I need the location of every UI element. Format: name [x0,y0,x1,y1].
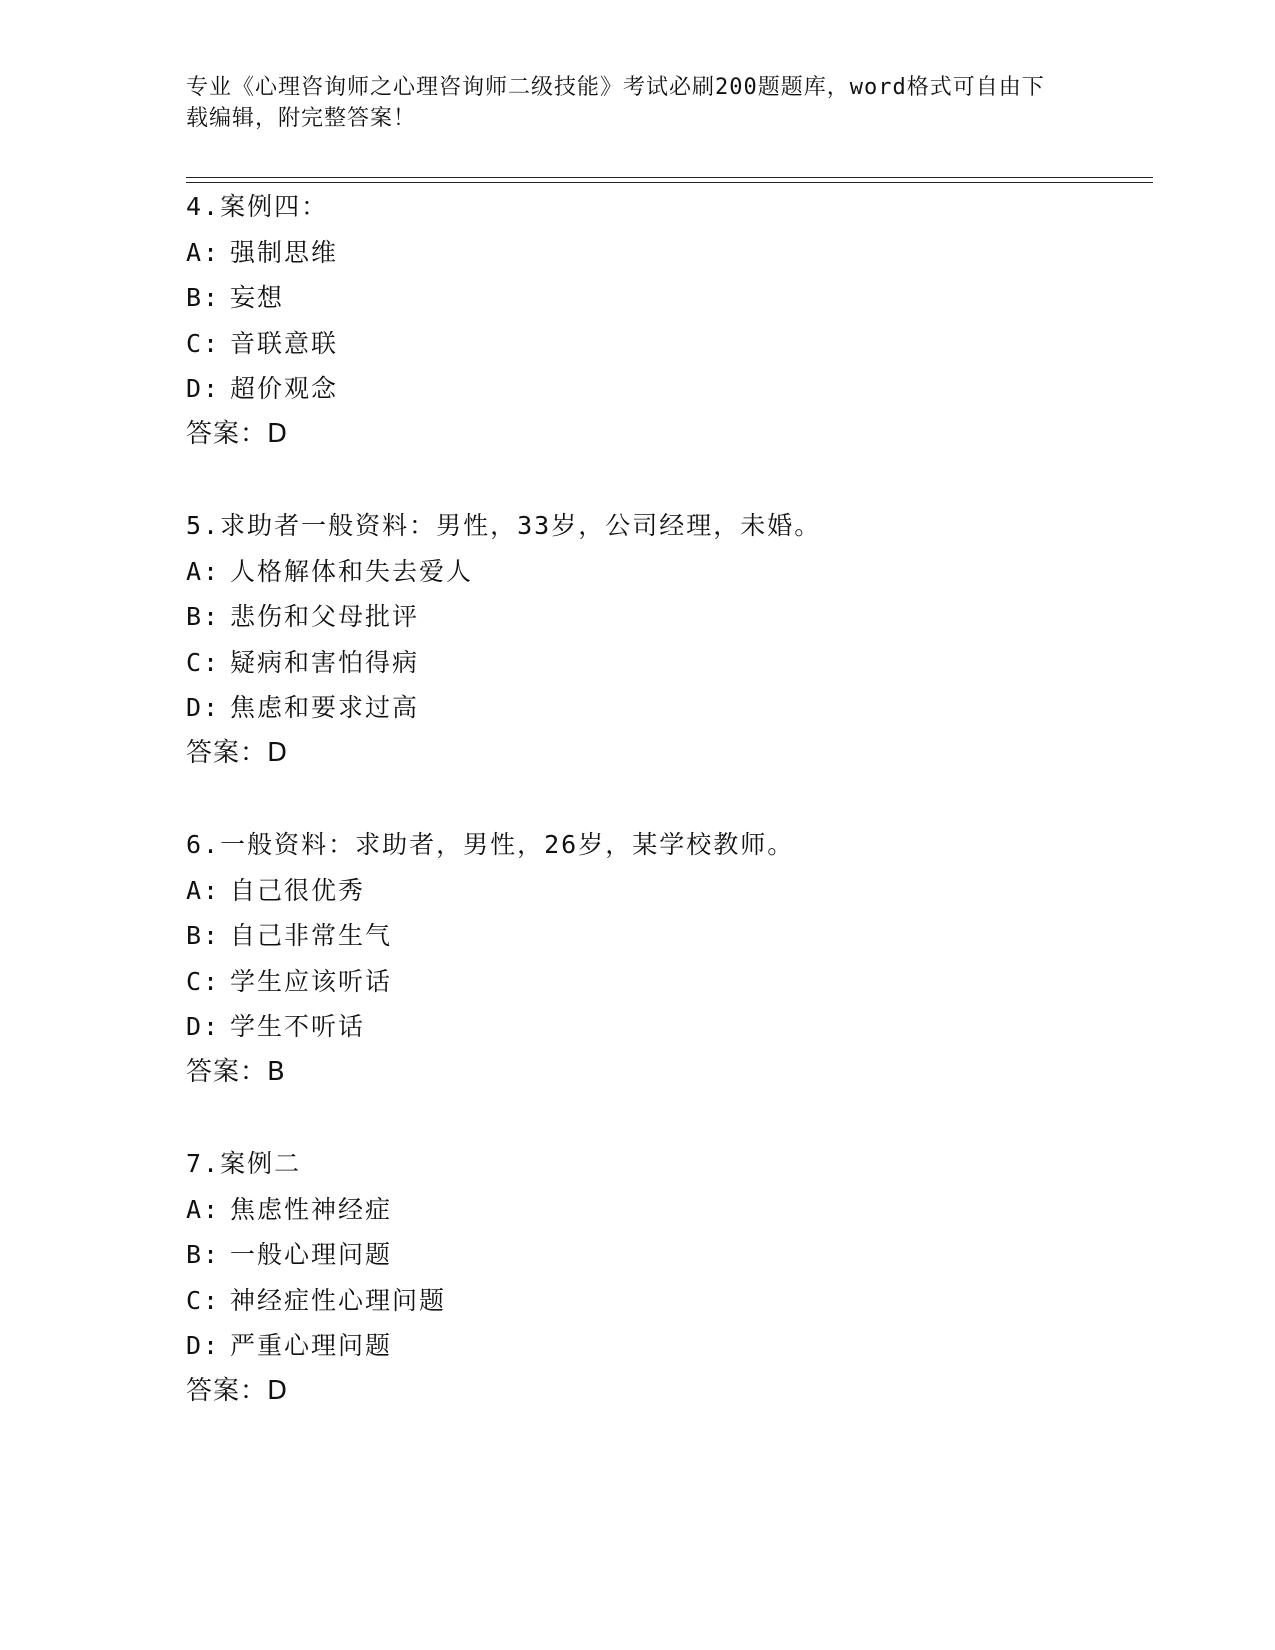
option-label: B: [186,602,221,632]
option-label: C: [186,966,221,996]
question-block [186,184,1146,458]
option-label: B: [186,1240,221,1270]
option-text: 焦虑性神经症 [230,1194,393,1224]
option-d [186,1004,1146,1050]
option-a [186,1187,1146,1233]
option-text: 疑病和害怕得病 [230,647,420,677]
option-a [186,549,1146,595]
option-text: 一般心理问题 [230,1240,393,1270]
option-label: B: [186,921,221,951]
option-d [186,1323,1146,1369]
option-label: D: [186,1331,221,1361]
answer-line: 答案：D [186,737,289,768]
option-label: C: [186,1285,221,1315]
option-text: 严重心理问题 [230,1331,393,1361]
option-c [186,321,1146,367]
option-text: 人格解体和失去爱人 [230,556,474,586]
header-divider [186,177,1153,183]
document-header: 专业《心理咨询师之心理咨询师二级技能》考试必刷200题题库，word格式可自由下载编辑，附完整答案！ [186,75,1045,131]
option-text: 焦虑和要求过高 [230,693,420,723]
option-text: 悲伤和父母批评 [230,602,420,632]
option-label: C: [186,328,221,358]
option-label: A: [186,1194,221,1224]
option-text: 妄想 [230,283,285,313]
option-d [186,685,1146,731]
option-label: A: [186,875,221,905]
answer-line: 答案：B [186,1056,286,1087]
option-label: D: [186,693,221,723]
question-stem: 6.一般资料：求助者，男性，26岁，某学校教师。 [186,830,795,859]
option-c [186,640,1146,686]
option-text: 音联意联 [230,328,339,358]
option-c [186,959,1146,1005]
option-text: 神经症性心理问题 [230,1285,447,1315]
option-label: C: [186,647,221,677]
option-label: D: [186,1012,221,1042]
question-block [186,1141,1146,1415]
option-d [186,366,1146,412]
question-stem: 4.案例四： [186,192,329,221]
option-b [186,275,1146,321]
question-block [186,822,1146,1096]
option-text: 自己很优秀 [230,875,366,905]
option-text: 学生应该听话 [230,966,393,996]
option-label: B: [186,283,221,313]
option-b [186,913,1146,959]
question-stem: 7.案例二 [186,1149,302,1178]
option-label: A: [186,237,221,267]
answer-line: 答案：D [186,418,289,449]
answer-line: 答案：D [186,1375,289,1406]
option-text: 超价观念 [230,374,339,404]
option-text: 自己非常生气 [230,921,393,951]
option-label: A: [186,556,221,586]
option-text: 强制思维 [230,237,339,267]
option-text: 学生不听话 [230,1012,366,1042]
question-stem: 5.求助者一般资料：男性，33岁，公司经理，未婚。 [186,511,822,540]
option-a [186,868,1146,914]
option-b [186,594,1146,640]
option-b [186,1232,1146,1278]
option-a [186,230,1146,276]
option-label: D: [186,374,221,404]
option-c [186,1278,1146,1324]
question-block [186,503,1146,777]
